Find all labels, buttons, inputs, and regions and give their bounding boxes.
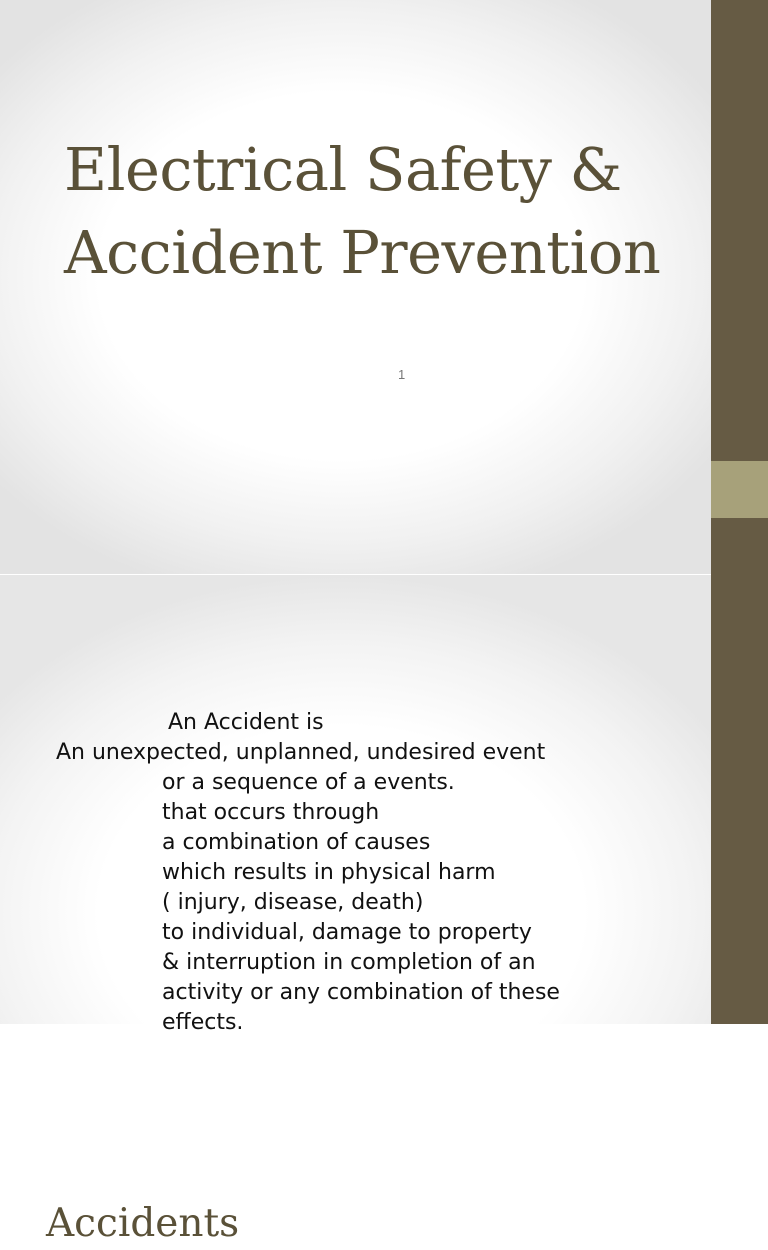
body-line: to individual, damage to property [162, 920, 532, 945]
slide-body [0, 708, 690, 1038]
body-line: a combination of causes [162, 830, 431, 855]
body-line: An Accident is [168, 710, 324, 735]
slide-title-line-2: Accident Prevention [64, 218, 661, 287]
body-line: & interruption in completion of an [162, 950, 536, 975]
body-line: effects. [162, 1010, 244, 1035]
body-line: ( injury, disease, death) [162, 890, 424, 915]
slide-heading: Accidents [46, 1201, 240, 1246]
sidebar-accent-block [711, 461, 768, 518]
body-line: or a sequence of a events. [162, 770, 455, 795]
slide-1 [0, 0, 711, 575]
slide-title-line-1: Electrical Safety & [64, 135, 622, 204]
page-number: 1 [398, 367, 406, 382]
body-line: activity or any combination of these [162, 980, 560, 1005]
body-line: that occurs through [162, 800, 380, 825]
body-line: which results in physical harm [162, 860, 496, 885]
body-line: An unexpected, unplanned, undesired event [56, 740, 546, 765]
slide-title [64, 128, 704, 294]
